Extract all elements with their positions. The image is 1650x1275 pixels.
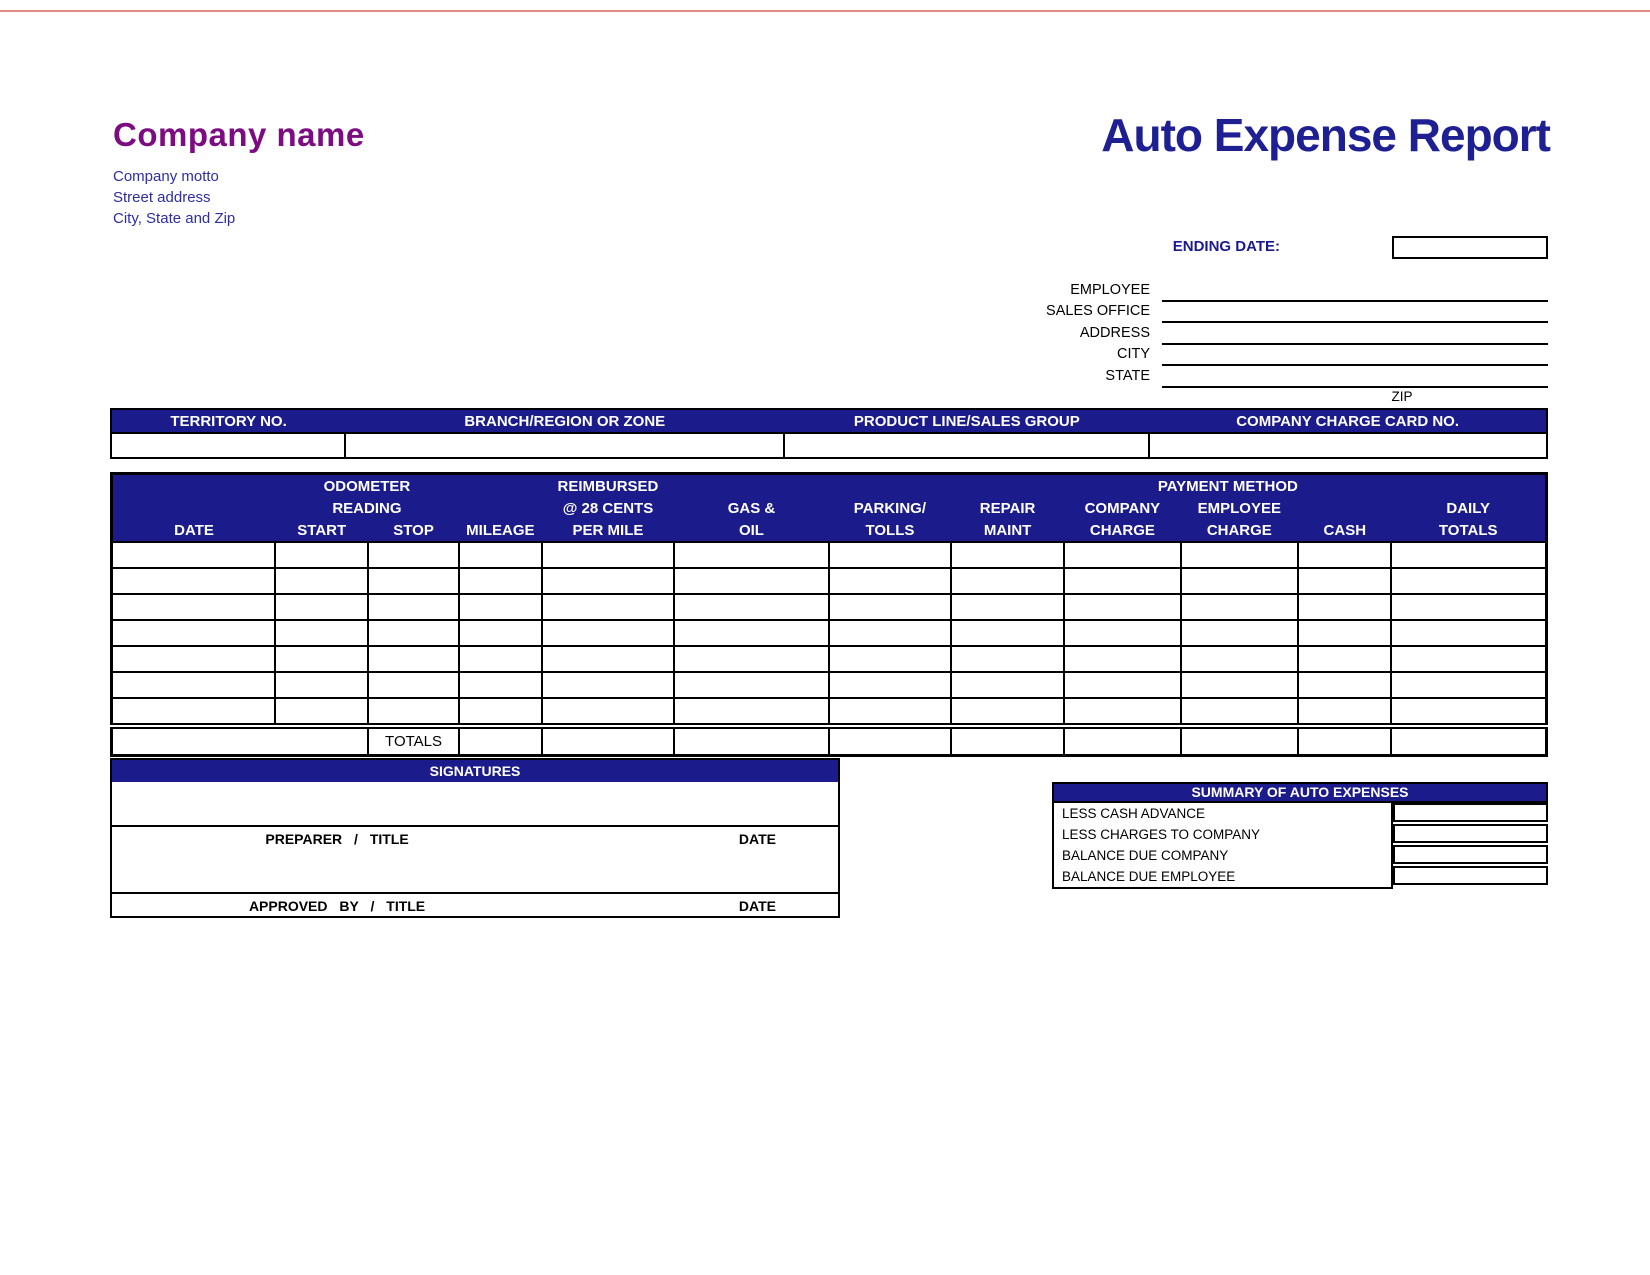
totals-cell-gas-oil[interactable] [674, 726, 829, 756]
preparer-title-label: PREPARER / TITLE [265, 831, 409, 847]
summary-title: SUMMARY OF AUTO EXPENSES [1052, 782, 1548, 803]
expense-cell[interactable] [1064, 542, 1180, 568]
at-28-cents-header: @ 28 CENTS [542, 497, 674, 519]
approver-signature-area[interactable] [112, 852, 838, 892]
employee-label: EMPLOYEE [1070, 281, 1150, 298]
less-cash-advance-label: LESS CASH ADVANCE [1062, 806, 1206, 821]
expense-cell[interactable] [1298, 646, 1391, 672]
totals-spacer-cell[interactable] [112, 726, 369, 756]
expense-totals-row [112, 726, 1547, 756]
employee-header-line2: CHARGE [1181, 519, 1299, 542]
summary-section [1052, 782, 1548, 889]
expense-cell[interactable] [674, 698, 829, 726]
expense-cell[interactable] [275, 646, 368, 672]
product-line-input[interactable] [784, 433, 1149, 458]
expense-cell[interactable] [275, 672, 368, 698]
ending-date-label: ENDING DATE: [1172, 238, 1280, 255]
odometer-group-header: ODOMETER [275, 474, 459, 498]
city-input[interactable] [1162, 345, 1548, 367]
expense-cell[interactable] [1064, 672, 1180, 698]
parking-header-line1: PARKING/ [829, 497, 951, 519]
expense-cell[interactable] [275, 698, 368, 726]
state-label: STATE [1105, 367, 1150, 384]
expense-cell[interactable] [459, 646, 542, 672]
header-spacer [112, 497, 276, 519]
header-spacer [459, 497, 542, 519]
expense-cell[interactable] [275, 620, 368, 646]
expense-cell[interactable] [459, 698, 542, 726]
expense-cell[interactable] [542, 698, 674, 726]
expense-cell[interactable] [1064, 620, 1180, 646]
mileage-header: MILEAGE [459, 519, 542, 542]
expense-row [112, 542, 1547, 568]
expense-table-header [112, 474, 1547, 543]
territory-header-row [111, 409, 1547, 433]
repair-header-line2: MAINT [951, 519, 1064, 542]
branch-region-input[interactable] [345, 433, 784, 458]
company-header-line2: CHARGE [1064, 519, 1180, 542]
expense-cell[interactable] [112, 698, 276, 726]
expense-cell[interactable] [368, 568, 458, 594]
totals-cell-parking-tolls[interactable] [829, 726, 951, 756]
field-row-state [700, 366, 1548, 388]
expense-cell[interactable] [542, 542, 674, 568]
expense-cell[interactable] [1064, 568, 1180, 594]
expense-header-row-2 [112, 497, 1547, 519]
expense-cell[interactable] [829, 646, 951, 672]
expense-cell[interactable] [112, 672, 276, 698]
expense-cell[interactable] [674, 620, 829, 646]
expense-cell[interactable] [674, 568, 829, 594]
territory-table [110, 408, 1548, 459]
expense-cell[interactable] [1181, 672, 1299, 698]
approved-by-title-label: APPROVED BY / TITLE [248, 898, 426, 914]
per-mile-header: PER MILE [542, 519, 674, 542]
company-block [113, 116, 365, 229]
expense-cell[interactable] [459, 594, 542, 620]
page-title: Auto Expense Report [1101, 109, 1550, 161]
expense-cell[interactable] [1391, 594, 1546, 620]
expense-table [110, 472, 1548, 757]
company-city-state-zip: City, State and Zip [113, 210, 236, 227]
company-header-line1: COMPANY [1064, 497, 1180, 519]
expense-cell[interactable] [275, 568, 368, 594]
start-header: START [275, 519, 368, 542]
gas-header-line2: OIL [674, 519, 829, 542]
approved-date-label: DATE [738, 898, 776, 914]
expense-cell[interactable] [368, 542, 458, 568]
balance-due-employee-label: BALANCE DUE EMPLOYEE [1062, 869, 1236, 884]
expense-cell[interactable] [1298, 568, 1391, 594]
address-input[interactable] [1162, 323, 1548, 345]
expense-cell[interactable] [674, 646, 829, 672]
totals-cell-company-charge[interactable] [1064, 726, 1180, 756]
balance-due-company-input[interactable] [1393, 845, 1548, 864]
expense-cell[interactable] [112, 542, 276, 568]
signatures-section [110, 758, 840, 918]
city-label: CITY [1116, 346, 1150, 362]
employee-fields [700, 280, 1548, 388]
expense-cell[interactable] [1064, 646, 1180, 672]
expense-header-row-3 [112, 519, 1547, 542]
charge-card-input[interactable] [1149, 433, 1547, 458]
expense-cell[interactable] [1391, 620, 1546, 646]
expense-cell[interactable] [829, 672, 951, 698]
expense-cell[interactable] [368, 698, 458, 726]
preparer-date-label: DATE [738, 831, 776, 847]
summary-labels [1052, 803, 1393, 889]
gas-header-line1: GAS & [674, 497, 829, 519]
charge-card-header: COMPANY CHARGE CARD NO. [1149, 409, 1547, 433]
company-name: Company name [113, 116, 365, 153]
totals-cell-employee-charge[interactable] [1181, 726, 1299, 756]
expense-cell[interactable] [829, 594, 951, 620]
product-line-header: PRODUCT LINE/SALES GROUP [784, 409, 1149, 433]
date-header: DATE [112, 519, 276, 542]
preparer-signature-area[interactable] [112, 782, 838, 825]
expense-cell[interactable] [542, 646, 674, 672]
less-cash-advance-input[interactable] [1393, 803, 1548, 822]
expense-row [112, 672, 1547, 698]
expense-cell[interactable] [1298, 698, 1391, 726]
expense-cell[interactable] [951, 672, 1064, 698]
expense-cell[interactable] [1181, 568, 1299, 594]
expense-cell[interactable] [368, 594, 458, 620]
header-spacer [951, 474, 1064, 498]
expense-cell[interactable] [542, 568, 674, 594]
expense-cell[interactable] [1064, 594, 1180, 620]
field-row-address [700, 323, 1548, 345]
field-row-city [700, 345, 1548, 367]
daily-header-line1: DAILY [1391, 497, 1546, 519]
expense-cell[interactable] [368, 672, 458, 698]
expense-row [112, 646, 1547, 672]
expense-cell[interactable] [112, 620, 276, 646]
totals-cell-repair-maint[interactable] [951, 726, 1064, 756]
page-top-rule [0, 10, 1650, 12]
signatures-title: SIGNATURES [112, 760, 838, 782]
zip-label: ZIP [1391, 389, 1413, 404]
stop-header: STOP [368, 519, 458, 542]
expense-cell[interactable] [1298, 542, 1391, 568]
address-label: ADDRESS [1079, 324, 1150, 341]
expense-cell[interactable] [1181, 594, 1299, 620]
expense-cell[interactable] [275, 542, 368, 568]
expense-cell[interactable] [459, 568, 542, 594]
balance-due-company-label: BALANCE DUE COMPANY [1062, 848, 1229, 863]
expense-cell[interactable] [829, 620, 951, 646]
expense-cell[interactable] [1391, 542, 1546, 568]
expense-cell[interactable] [1181, 646, 1299, 672]
expense-cell[interactable] [1391, 672, 1546, 698]
expense-cell[interactable] [112, 646, 276, 672]
approved-row [112, 892, 838, 916]
expense-cell[interactable] [829, 542, 951, 568]
reading-group-header: READING [275, 497, 459, 519]
expense-cell[interactable] [1181, 542, 1299, 568]
header-spacer [1298, 497, 1391, 519]
expense-cell[interactable] [1181, 698, 1299, 726]
repair-header-line1: REPAIR [951, 497, 1064, 519]
sales-office-input[interactable] [1162, 302, 1548, 324]
expense-cell[interactable] [951, 568, 1064, 594]
totals-cell-cash[interactable] [1298, 726, 1391, 756]
expense-cell[interactable] [829, 698, 951, 726]
expense-table-body [112, 542, 1547, 726]
expense-cell[interactable] [542, 672, 674, 698]
totals-cell-per-mile[interactable] [542, 726, 674, 756]
expense-cell[interactable] [459, 542, 542, 568]
expense-cell[interactable] [275, 594, 368, 620]
branch-region-header: BRANCH/REGION OR ZONE [345, 409, 784, 433]
expense-cell[interactable] [1298, 672, 1391, 698]
expense-cell[interactable] [1391, 698, 1546, 726]
expense-row [112, 568, 1547, 594]
territory-value-row [111, 433, 1547, 458]
expense-cell[interactable] [951, 646, 1064, 672]
expense-cell[interactable] [674, 542, 829, 568]
ending-date-input[interactable] [1392, 236, 1548, 259]
field-row-sales-office [700, 302, 1548, 324]
totals-label: TOTALS [368, 726, 458, 756]
employee-header-line1: EMPLOYEE [1181, 497, 1299, 519]
expense-cell[interactable] [674, 594, 829, 620]
header-spacer [459, 474, 542, 498]
employee-input[interactable] [1162, 280, 1548, 302]
header-spacer [1391, 474, 1546, 498]
expense-row [112, 594, 1547, 620]
less-charges-to-company-input[interactable] [1393, 824, 1548, 843]
expense-cell[interactable] [459, 672, 542, 698]
preparer-row [112, 825, 838, 852]
sales-office-label: SALES OFFICE [1046, 303, 1150, 319]
territory-no-input[interactable] [111, 433, 345, 458]
header-spacer [112, 474, 276, 498]
summary-body [1052, 803, 1548, 889]
summary-values [1393, 803, 1548, 887]
expense-cell[interactable] [674, 672, 829, 698]
daily-header-line2: TOTALS [1391, 519, 1546, 542]
expense-cell[interactable] [829, 568, 951, 594]
expense-cell[interactable] [951, 620, 1064, 646]
expense-cell[interactable] [368, 646, 458, 672]
expense-header-row-1 [112, 474, 1547, 498]
totals-cell-daily-totals[interactable] [1391, 726, 1546, 756]
field-row-employee [700, 280, 1548, 302]
cash-header: CASH [1298, 519, 1391, 542]
expense-cell[interactable] [1391, 568, 1546, 594]
expense-cell[interactable] [1298, 620, 1391, 646]
territory-no-header: TERRITORY NO. [111, 409, 345, 433]
reimbursed-header: REIMBURSED [542, 474, 674, 498]
expense-cell[interactable] [542, 620, 674, 646]
company-motto: Company motto [113, 168, 219, 185]
expense-cell[interactable] [459, 620, 542, 646]
header-spacer [829, 474, 951, 498]
expense-cell[interactable] [368, 620, 458, 646]
expense-cell[interactable] [1064, 698, 1180, 726]
expense-row [112, 698, 1547, 726]
state-input[interactable] [1162, 366, 1548, 388]
expense-cell[interactable] [112, 568, 276, 594]
expense-cell[interactable] [1298, 594, 1391, 620]
balance-due-employee-input[interactable] [1393, 866, 1548, 885]
totals-cell-mileage[interactable] [459, 726, 542, 756]
expense-cell[interactable] [951, 542, 1064, 568]
expense-row [112, 620, 1547, 646]
parking-header-line2: TOLLS [829, 519, 951, 542]
expense-cell[interactable] [112, 594, 276, 620]
expense-cell[interactable] [1181, 620, 1299, 646]
expense-cell[interactable] [542, 594, 674, 620]
header-spacer [674, 474, 829, 498]
less-charges-to-company-label: LESS CHARGES TO COMPANY [1062, 827, 1261, 842]
expense-cell[interactable] [1391, 646, 1546, 672]
expense-cell[interactable] [951, 594, 1064, 620]
payment-method-group-header: PAYMENT METHOD [1064, 474, 1391, 498]
expense-cell[interactable] [951, 698, 1064, 726]
company-street-address: Street address [113, 189, 211, 206]
